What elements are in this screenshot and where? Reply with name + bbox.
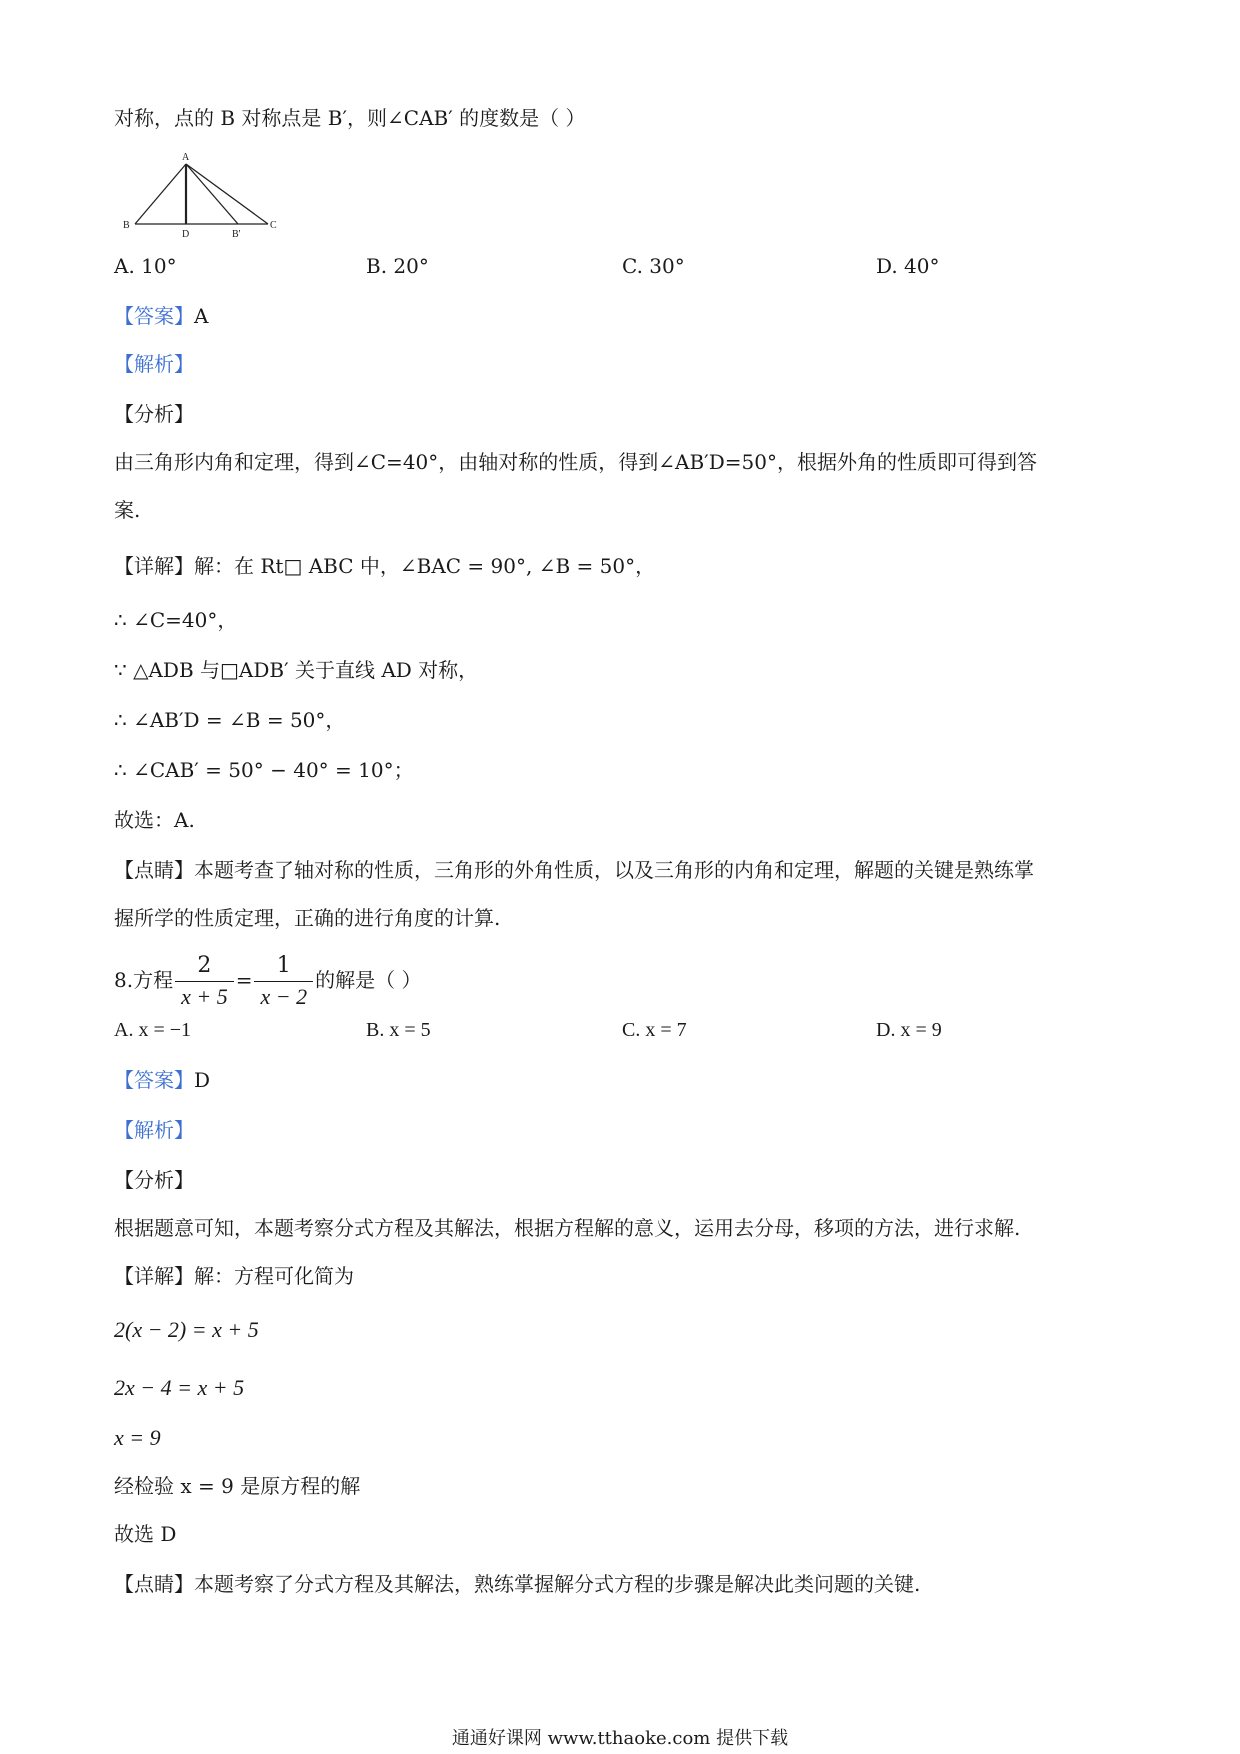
triangle-figure bbox=[118, 148, 278, 240]
q8-stem bbox=[114, 948, 421, 1012]
label-b-prime: B' bbox=[232, 229, 241, 240]
fraction-2-numerator: 1 bbox=[254, 951, 313, 982]
detail-text: 解：在 Rt□ ABC 中，∠BAC = 90°, ∠B = 50°， bbox=[194, 554, 656, 578]
q7-fenxi-tag: 【分析】 bbox=[114, 402, 194, 426]
q7-fenxi-line2: 案. bbox=[114, 498, 141, 522]
q8-analysis-tag: 【解析】 bbox=[114, 1118, 194, 1142]
q8-comment bbox=[114, 1570, 920, 1598]
q8-eq2: 2x − 4 = x + 5 bbox=[114, 1375, 245, 1400]
q7-step2: ∵ △ADB 与□ADB′ 关于直线 AD 对称， bbox=[114, 658, 479, 682]
q7-step3: ∴ ∠AB′D = ∠B = 50°， bbox=[114, 708, 346, 732]
detail-text: 解：方程可化简为 bbox=[194, 1264, 354, 1288]
q8-option-c: C. x = 7 bbox=[622, 1019, 687, 1041]
q7-comment-line2: 握所学的性质定理，正确的进行角度的计算. bbox=[114, 906, 501, 930]
comment-text: 本题考察了分式方程及其解法，熟练掌握解分式方程的步骤是解决此类问题的关键. bbox=[194, 1572, 921, 1596]
q8-fenxi-line1: 根据题意可知，本题考察分式方程及其解法，根据方程解的意义，运用去分母，移项的方法，进行求解. bbox=[114, 1216, 1021, 1240]
q8-prefix: 8.方程 bbox=[114, 968, 174, 992]
answer-value: D bbox=[194, 1068, 211, 1092]
comment-tag: 【点睛】 bbox=[114, 858, 194, 882]
q7-answer bbox=[114, 302, 208, 330]
q7-choose: 故选：A. bbox=[114, 808, 195, 832]
q7-fenxi-line1: 由三角形内角和定理，得到∠C=40°，由轴对称的性质，得到∠AB′D=50°，根据外角的性质即可得到答 bbox=[114, 450, 1037, 474]
q8-check: 经检验 x = 9 是原方程的解 bbox=[114, 1474, 361, 1498]
comment-text: 本题考查了轴对称的性质，三角形的外角性质，以及三角形的内角和定理，解题的关键是熟练掌 bbox=[194, 858, 1034, 882]
comment-tag: 【点睛】 bbox=[114, 1572, 194, 1596]
q8-eq1: 2(x − 2) = x + 5 bbox=[114, 1317, 259, 1342]
q7-stem: 对称，点的 B 对称点是 B′，则∠CAB′ 的度数是（ ） bbox=[114, 106, 586, 130]
q7-step1: ∴ ∠C=40°， bbox=[114, 608, 238, 632]
q7-analysis-tag: 【解析】 bbox=[114, 352, 194, 376]
page-footer: 通通好课网 www.tthaoke.com 提供下载 bbox=[451, 1728, 789, 1749]
q8-suffix: 的解是（ ） bbox=[315, 968, 422, 992]
q8-choose: 故选 D bbox=[114, 1522, 177, 1546]
q7-option-c: C. 30° bbox=[622, 254, 685, 278]
q8-fenxi-tag: 【分析】 bbox=[114, 1168, 194, 1192]
fraction-1-numerator: 2 bbox=[175, 951, 234, 982]
detail-tag: 【详解】 bbox=[114, 554, 194, 578]
q8-option-b: B. x = 5 bbox=[366, 1019, 431, 1041]
q7-comment bbox=[114, 856, 1034, 884]
detail-tag: 【详解】 bbox=[114, 1264, 194, 1288]
q8-option-d: D. x = 9 bbox=[876, 1019, 942, 1041]
label-c: C bbox=[270, 220, 277, 231]
q8-eq3: x = 9 bbox=[114, 1425, 161, 1450]
answer-tag: 【答案】 bbox=[114, 1068, 194, 1092]
label-b: B bbox=[123, 220, 130, 231]
label-a: A bbox=[182, 152, 190, 163]
fraction-1 bbox=[175, 951, 234, 1012]
q7-step4: ∴ ∠CAB′ = 50° − 40° = 10°； bbox=[114, 758, 414, 782]
fraction-2 bbox=[254, 951, 313, 1012]
q7-option-a: A. 10° bbox=[114, 254, 177, 278]
answer-value: A bbox=[194, 304, 209, 328]
fraction-2-denominator: x − 2 bbox=[260, 984, 308, 1009]
equals-sign: = bbox=[235, 968, 253, 992]
answer-tag: 【答案】 bbox=[114, 304, 194, 328]
q7-option-d: D. 40° bbox=[876, 254, 940, 278]
q7-detail bbox=[114, 552, 655, 580]
q8-answer bbox=[114, 1066, 210, 1094]
fraction-1-denominator: x + 5 bbox=[181, 984, 228, 1009]
label-d: D bbox=[182, 229, 190, 240]
q8-option-a: A. x = −1 bbox=[114, 1019, 192, 1041]
q7-option-b: B. 20° bbox=[366, 254, 429, 278]
q8-detail bbox=[114, 1262, 354, 1290]
